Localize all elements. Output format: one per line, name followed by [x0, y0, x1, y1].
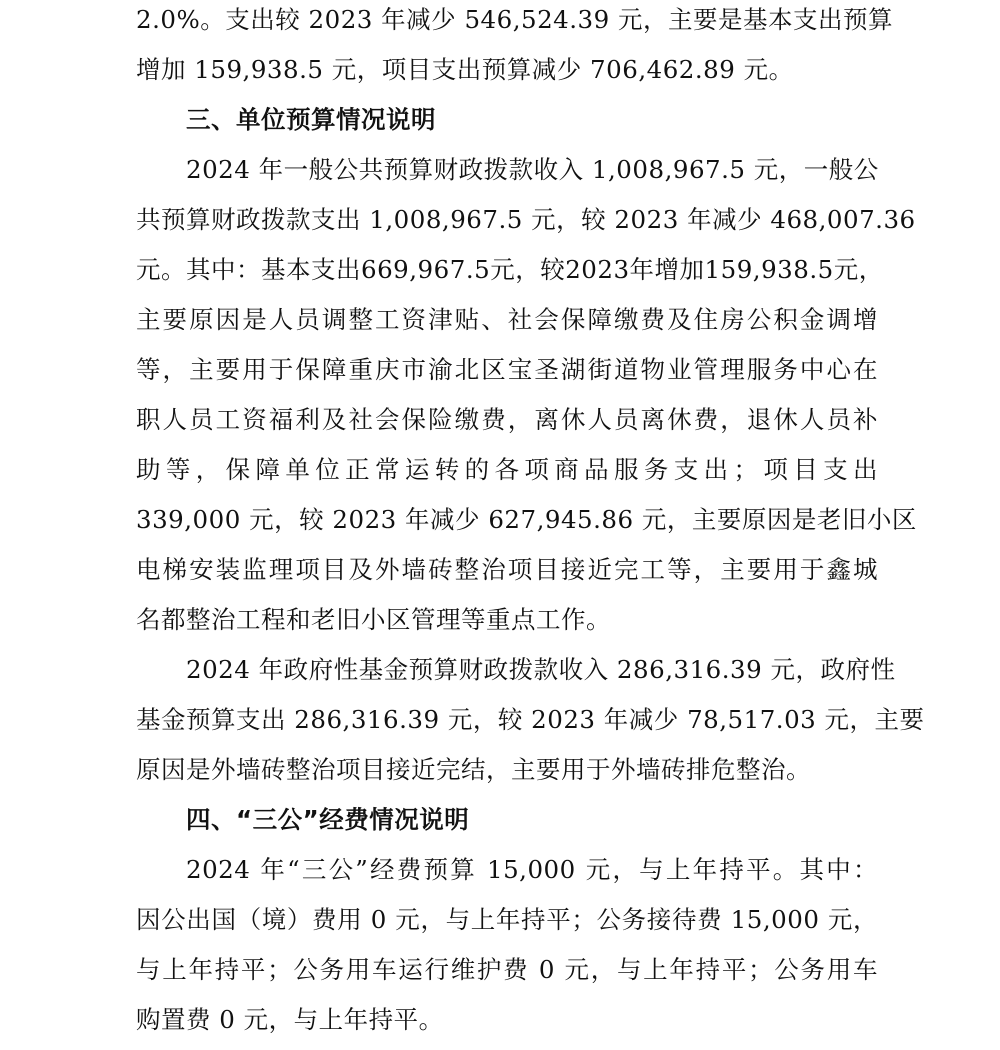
paragraph-line: 购置费 0 元，与上年持平。 — [136, 1005, 444, 1034]
paragraph-line: 2024 年一般公共预算财政拨款收入 1,008,967.5 元，一般公 — [186, 155, 879, 184]
paragraph-line: 职人员工资福利及社会保险缴费，离休人员离休费，退休人员补 — [136, 405, 878, 434]
paragraph-line: 因公出国（境）费用 0 元，与上年持平；公务接待费 15,000 元， — [136, 905, 878, 934]
section-heading-3: 三、单位预算情况说明 — [186, 105, 436, 134]
paragraph-line: 原因是外墙砖整治项目接近完结，主要用于外墙砖排危整治。 — [136, 755, 811, 784]
paragraph-line: 等，主要用于保障重庆市渝北区宝圣湖街道物业管理服务中心在 — [136, 355, 878, 384]
paragraph-line: 名都整治工程和老旧小区管理等重点工作。 — [136, 605, 611, 634]
paragraph-line: 助等，保障单位正常运转的各项商品服务支出；项目支出 — [136, 455, 878, 484]
section-heading-4: 四、“三公”经费情况说明 — [186, 805, 470, 834]
paragraph-line: 主要原因是人员调整工资津贴、社会保障缴费及住房公积金调增 — [136, 305, 878, 334]
paragraph-line: 2024 年“三公”经费预算 15,000 元，与上年持平。其中： — [186, 855, 878, 884]
paragraph-line: 与上年持平；公务用车运行维护费 0 元，与上年持平；公务用车 — [136, 955, 878, 984]
paragraph-line: 共预算财政拨款支出 1,008,967.5 元，较 2023 年减少 468,007.36 — [136, 205, 916, 234]
paragraph-line: 2.0%。支出较 2023 年减少 546,524.39 元，主要是基本支出预算 — [136, 5, 894, 34]
paragraph-line: 电梯安装监理项目及外墙砖整治项目接近完工等，主要用于鑫城 — [136, 555, 878, 584]
paragraph-line: 339,000 元，较 2023 年减少 627,945.86 元，主要原因是老旧小区 — [136, 505, 917, 534]
paragraph-line: 元。其中：基本支出669,967.5元，较2023年增加159,938.5元， — [136, 255, 884, 284]
paragraph-line: 增加 159,938.5 元，项目支出预算减少 706,462.89 元。 — [136, 55, 794, 84]
paragraph-line: 基金预算支出 286,316.39 元，较 2023 年减少 78,517.03 元，主要 — [136, 705, 925, 734]
paragraph-line: 2024 年政府性基金预算财政拨款收入 286,316.39 元，政府性 — [186, 655, 896, 684]
